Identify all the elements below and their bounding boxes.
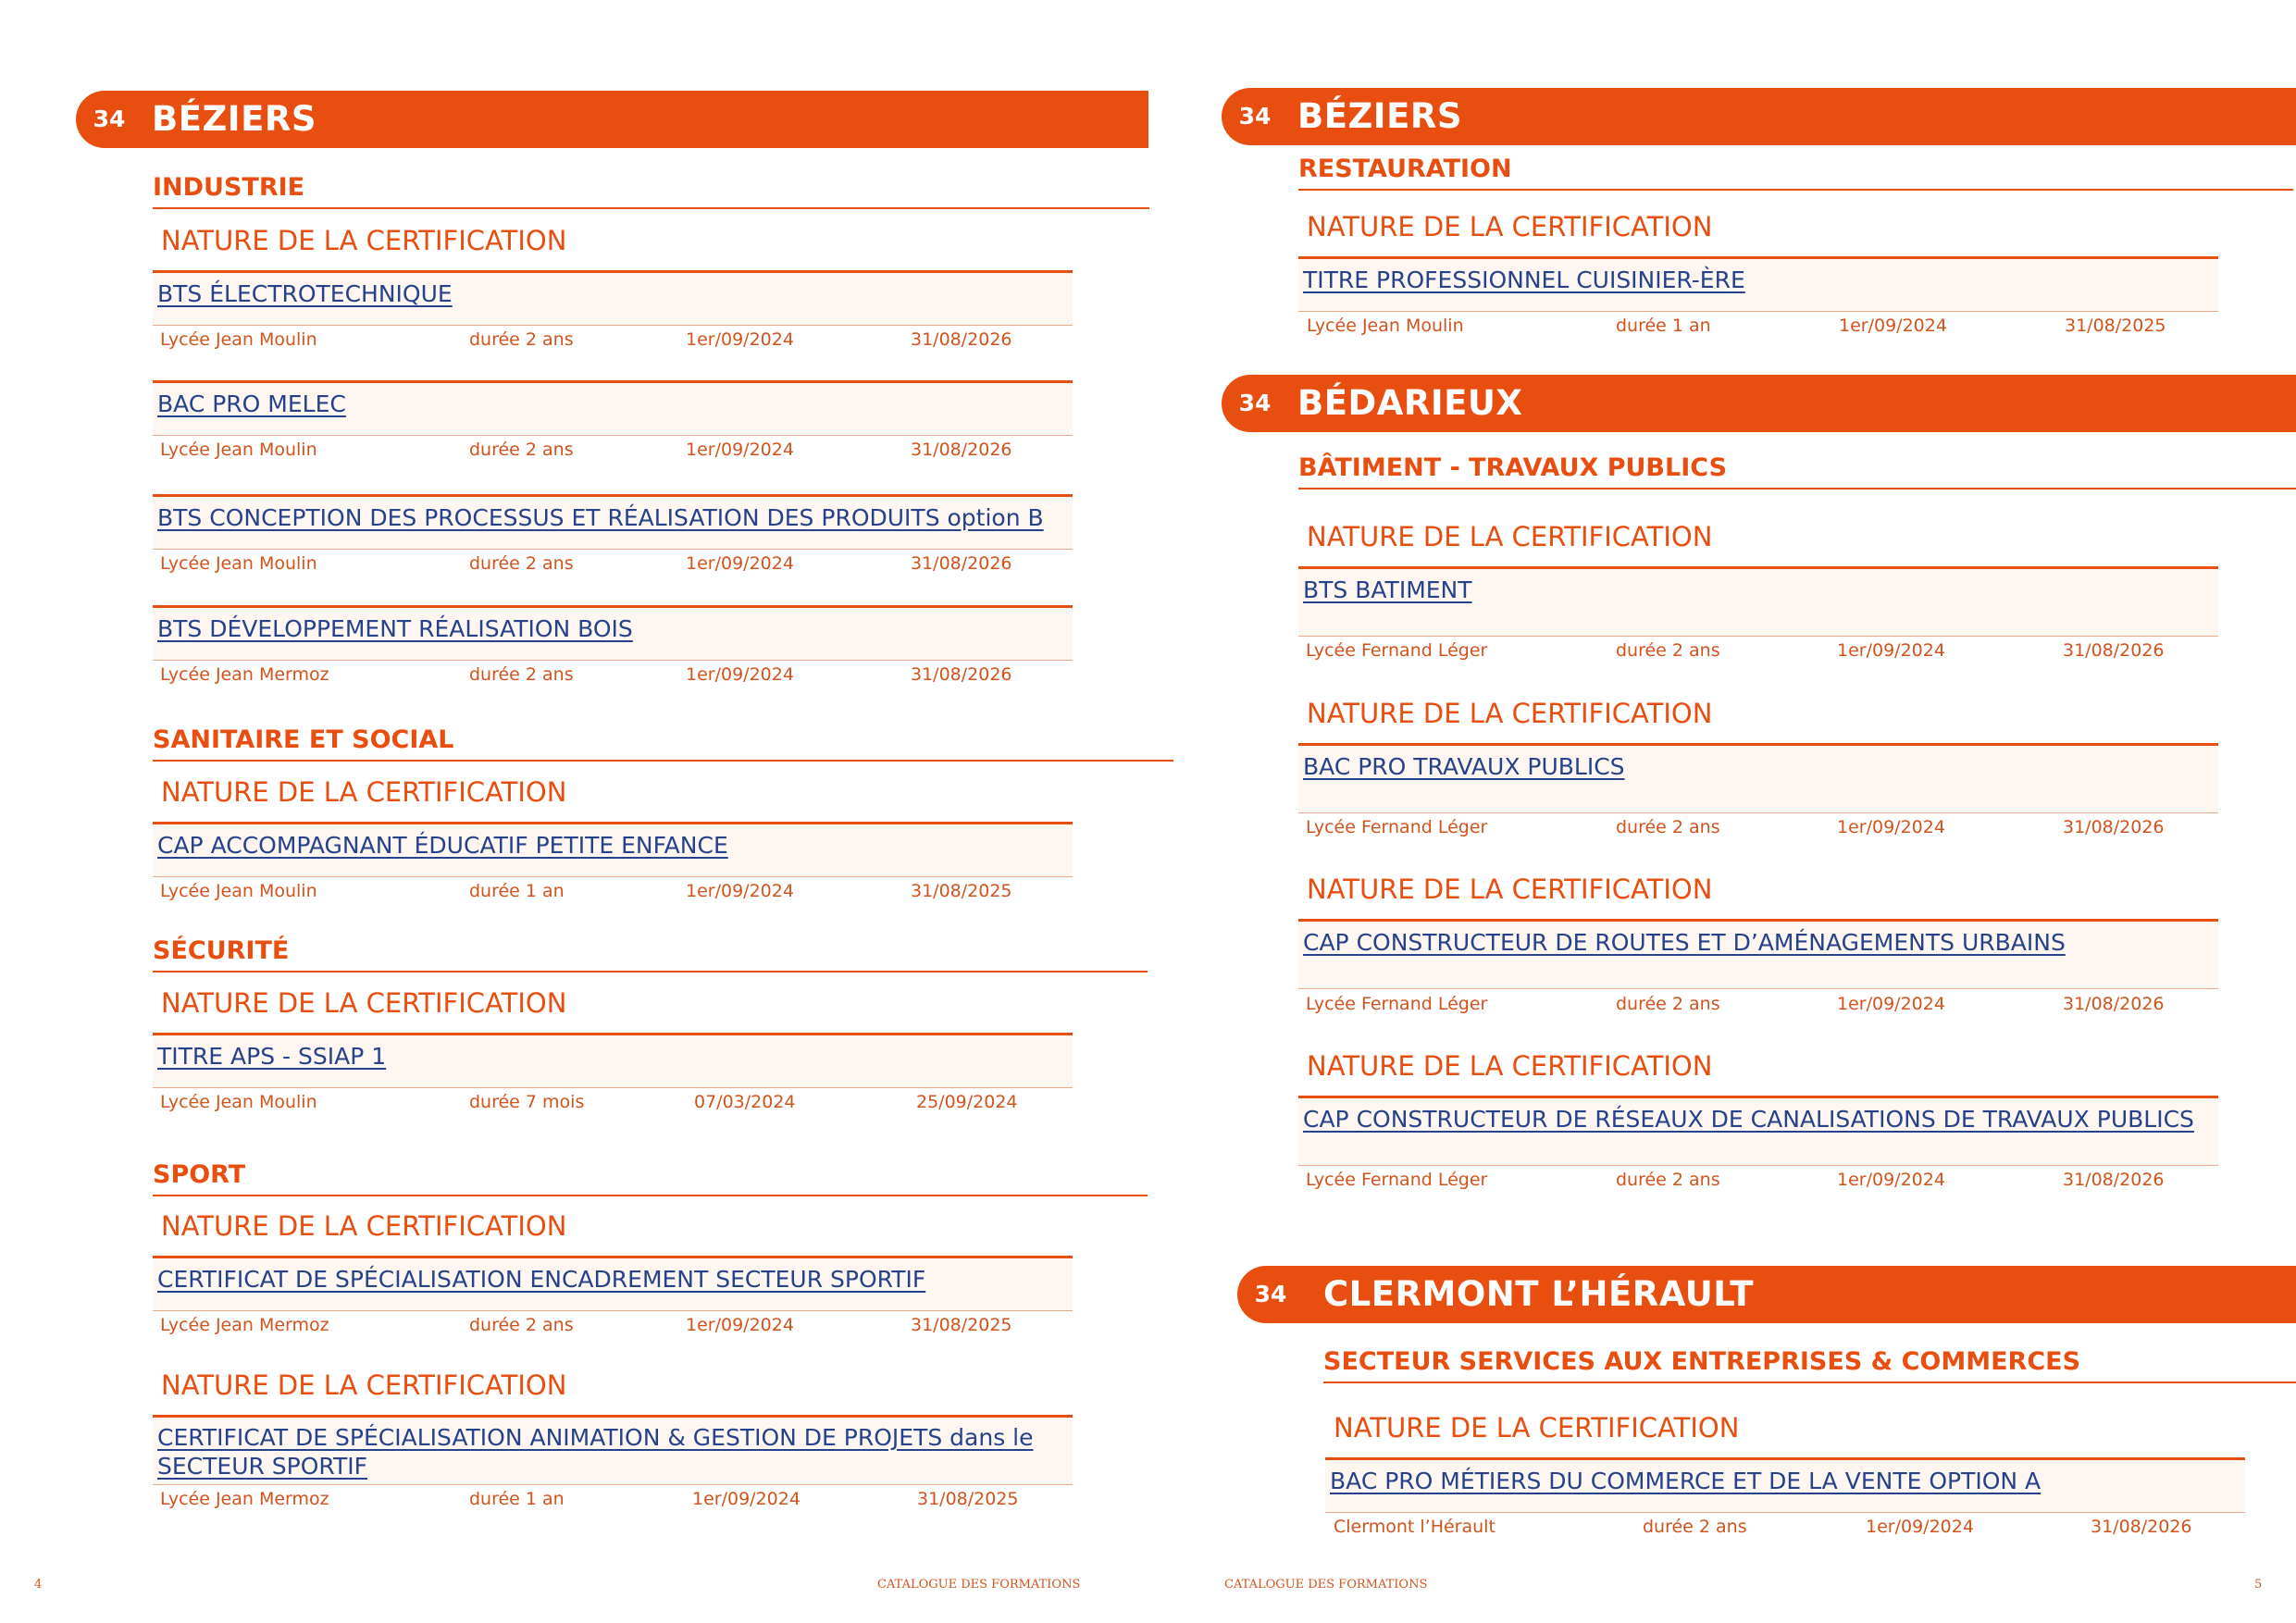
page-number-right: 5 [2254,1578,2263,1592]
city-banner-beziers-right [1222,88,2296,145]
department-number: 34 [1238,103,1272,130]
course-title-box [1298,566,2218,637]
course-school: Lycée Fernand Léger [1306,994,1488,1014]
sector-heading-sanitaire-social: SANITAIRE ET SOCIAL [153,725,1173,762]
course-duration: durée 2 ans [1616,817,1720,837]
course-link-bts-batiment[interactable]: BTS BATIMENT [1303,576,1472,603]
course-end-date: 31/08/2025 [917,1489,1019,1509]
department-number: 34 [93,105,126,132]
footer-label-right: CATALOGUE DES FORMATIONS [1224,1578,1428,1592]
course-school: Lycée Jean Moulin [1307,316,1464,336]
sector-heading-restauration: RESTAURATION [1298,154,2293,191]
course-link-bts-cprp[interactable]: BTS CONCEPTION DES PROCESSUS ET RÉALISATION DES PRODUITS option B [157,504,1044,531]
course-title-box [153,380,1073,436]
certification-heading: NATURE DE LA CERTIFICATION [1307,1050,1713,1082]
course-end-date: 31/08/2025 [2065,316,2166,336]
course-title-box [153,605,1073,661]
course-start-date: 1er/09/2024 [686,1315,794,1335]
department-number: 34 [1238,390,1272,416]
city-title: BÉZIERS [1297,96,1462,136]
certification-heading: NATURE DE LA CERTIFICATION [161,225,567,256]
course-school: Lycée Fernand Léger [1306,640,1488,661]
course-start-date: 1er/09/2024 [692,1489,800,1509]
course-end-date: 25/09/2024 [916,1092,1018,1112]
certification-heading: NATURE DE LA CERTIFICATION [161,1210,567,1242]
course-duration: durée 2 ans [1616,994,1720,1014]
course-end-date: 31/08/2026 [911,329,1012,350]
course-start-date: 1er/09/2024 [686,553,794,574]
course-title-box [153,1256,1073,1311]
course-duration: durée 2 ans [1616,1170,1720,1190]
course-title-box [1298,1096,2218,1166]
course-start-date: 1er/09/2024 [686,440,794,460]
course-link-tp-cuisinier[interactable]: TITRE PROFESSIONNEL CUISINIER-ÈRE [1303,266,1745,293]
course-school: Lycée Jean Mermoz [160,1489,329,1509]
course-title-box [153,494,1073,550]
course-duration: durée 2 ans [469,329,574,350]
course-end-date: 31/08/2026 [2091,1517,2192,1537]
city-banner-bedarieux [1222,375,2296,432]
course-start-date: 1er/09/2024 [1866,1517,1974,1537]
course-end-date: 31/08/2026 [911,664,1012,685]
footer-label-left: CATALOGUE DES FORMATIONS [877,1578,1081,1592]
sector-heading-services-entreprises: SECTEUR SERVICES AUX ENTREPRISES & COMMERCES [1323,1346,2296,1383]
course-school: Lycée Jean Moulin [160,881,317,901]
course-start-date: 1er/09/2024 [1839,316,1947,336]
course-end-date: 31/08/2026 [2063,994,2165,1014]
course-duration: durée 2 ans [469,553,574,574]
sector-heading-industrie: INDUSTRIE [153,172,1149,209]
course-school: Lycée Jean Moulin [160,440,317,460]
course-title-box [153,822,1073,877]
course-title-box [153,1033,1073,1088]
course-start-date: 1er/09/2024 [1837,640,1945,661]
certification-heading: NATURE DE LA CERTIFICATION [161,776,567,808]
course-link-bac-pro-melec[interactable]: BAC PRO MELEC [157,390,346,417]
course-end-date: 31/08/2026 [2063,817,2165,837]
course-link-bts-drb[interactable]: BTS DÉVELOPPEMENT RÉALISATION BOIS [157,615,633,642]
course-link-cap-reseaux[interactable]: CAP CONSTRUCTEUR DE RÉSEAUX DE CANALISATIONS DE TRAVAUX PUBLICS [1303,1106,2194,1133]
sector-heading-securite: SÉCURITÉ [153,935,1148,973]
course-duration: durée 2 ans [469,440,574,460]
course-duration: durée 1 an [469,881,565,901]
city-banner-beziers-left [76,91,1148,148]
certification-heading: NATURE DE LA CERTIFICATION [161,1369,567,1401]
course-duration: durée 1 an [1616,316,1711,336]
course-duration: durée 7 mois [469,1092,585,1112]
course-school: Lycée Jean Mermoz [160,664,329,685]
course-start-date: 1er/09/2024 [1837,1170,1945,1190]
page-number-left: 4 [34,1578,43,1592]
course-title-box [1298,919,2218,989]
course-title-box [1325,1457,2245,1513]
department-number: 34 [1254,1281,1287,1307]
certification-heading: NATURE DE LA CERTIFICATION [1307,521,1713,552]
course-start-date: 1er/09/2024 [686,881,794,901]
course-duration: durée 2 ans [1616,640,1720,661]
certification-heading: NATURE DE LA CERTIFICATION [1307,698,1713,729]
certification-heading: NATURE DE LA CERTIFICATION [1307,873,1713,905]
course-link-bac-pro-tp[interactable]: BAC PRO TRAVAUX PUBLICS [1303,753,1625,780]
course-link-bts-electrotechnique[interactable]: BTS ÉLECTROTECHNIQUE [157,280,453,307]
course-duration: durée 2 ans [469,1315,574,1335]
course-start-date: 07/03/2024 [694,1092,796,1112]
course-start-date: 1er/09/2024 [1837,817,1945,837]
course-end-date: 31/08/2025 [911,1315,1012,1335]
course-school: Clermont l’Hérault [1334,1517,1496,1537]
course-school: Lycée Jean Mermoz [160,1315,329,1335]
course-school: Lycée Jean Moulin [160,553,317,574]
course-end-date: 31/08/2025 [911,881,1012,901]
course-school: Lycée Jean Moulin [160,1092,317,1112]
city-title: CLERMONT L’HÉRAULT [1323,1274,1754,1314]
city-banner-clermont [1237,1266,2296,1323]
course-start-date: 1er/09/2024 [686,664,794,685]
course-end-date: 31/08/2026 [911,440,1012,460]
certification-heading: NATURE DE LA CERTIFICATION [161,987,567,1019]
sector-heading-batiment-tp: BÂTIMENT - TRAVAUX PUBLICS [1298,452,2296,489]
course-end-date: 31/08/2026 [2063,1170,2165,1190]
certification-heading: NATURE DE LA CERTIFICATION [1307,211,1713,242]
course-start-date: 1er/09/2024 [686,329,794,350]
course-duration: durée 2 ans [469,664,574,685]
sector-heading-sport: SPORT [153,1159,1148,1196]
course-link-cs-animation-gestion-projets[interactable]: CERTIFICAT DE SPÉCIALISATION ANIMATION & GESTION DE PROJETS dans le SECTEUR SPORTIF [157,1424,1034,1480]
course-link-cap-routes[interactable]: CAP CONSTRUCTEUR DE ROUTES ET D’AMÉNAGEMENTS URBAINS [1303,929,2066,956]
course-duration: durée 1 an [469,1489,565,1509]
city-title: BÉZIERS [152,99,316,139]
course-title-box [1298,743,2218,813]
course-duration: durée 2 ans [1643,1517,1747,1537]
course-title-box [153,1415,1073,1485]
course-link-cap-aepe[interactable]: CAP ACCOMPAGNANT ÉDUCATIF PETITE ENFANCE [157,832,728,859]
course-link-bac-pro-commerce[interactable]: BAC PRO MÉTIERS DU COMMERCE ET DE LA VENTE OPTION A [1330,1468,2042,1494]
course-start-date: 1er/09/2024 [1837,994,1945,1014]
city-title: BÉDARIEUX [1297,383,1523,423]
course-school: Lycée Jean Moulin [160,329,317,350]
certification-heading: NATURE DE LA CERTIFICATION [1334,1412,1740,1443]
course-school: Lycée Fernand Léger [1306,1170,1488,1190]
course-school: Lycée Fernand Léger [1306,817,1488,837]
course-title-box [1298,256,2218,312]
course-title-box [153,270,1073,326]
course-end-date: 31/08/2026 [2063,640,2165,661]
course-end-date: 31/08/2026 [911,553,1012,574]
course-link-cs-encadrement-sportif[interactable]: CERTIFICAT DE SPÉCIALISATION ENCADREMENT SECTEUR SPORTIF [157,1266,926,1293]
course-link-titre-aps-ssiap[interactable]: TITRE APS - SSIAP 1 [157,1043,387,1070]
